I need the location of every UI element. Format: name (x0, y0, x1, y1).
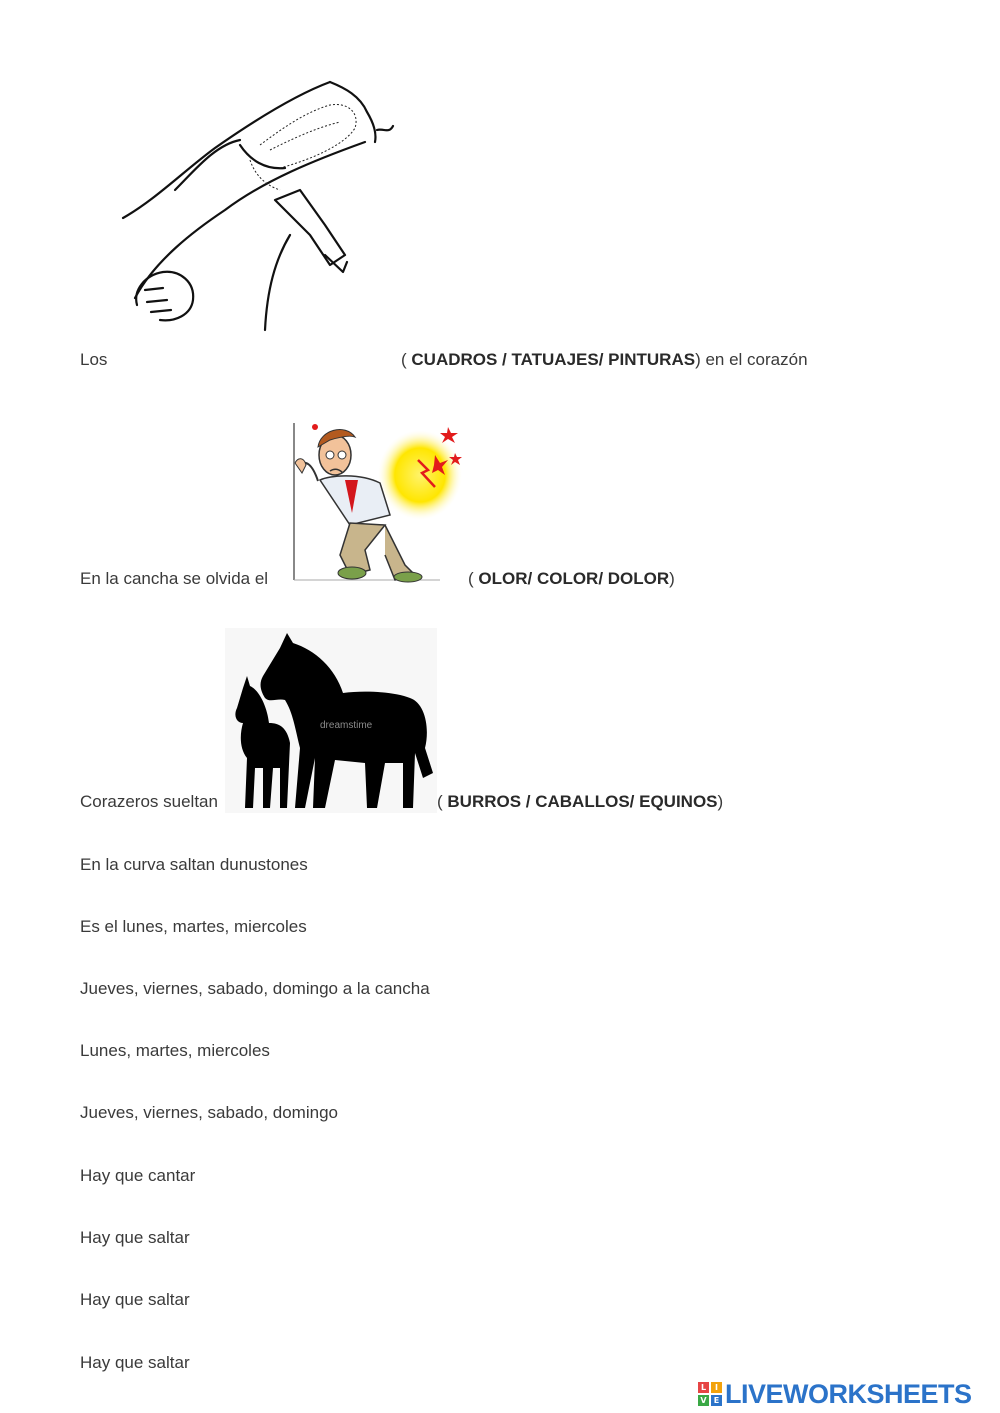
lyric-line-2: Es el lunes, martes, miercoles (80, 917, 307, 936)
row-3-options: BURROS / CABALLOS/ EQUINOS (447, 792, 718, 811)
logo-block-v: V (698, 1395, 709, 1406)
row-3-prefix: Corazeros sueltan (80, 792, 218, 811)
question-row-1 (80, 350, 107, 370)
back-pain-image (290, 415, 465, 585)
lyric-line-6: Hay que cantar (80, 1166, 196, 1185)
question-row-2-options: ( OLOR/ COLOR/ DOLOR) (468, 569, 675, 588)
question-row-1-options: ( CUADROS / TATUAJES/ PINTURAS) en el corazón (401, 350, 808, 369)
lyric-line-3: Jueves, viernes, sabado, domingo a la cancha (80, 979, 430, 998)
row-2-options: OLOR/ COLOR/ DOLOR (478, 569, 670, 588)
liveworksheets-logo (698, 1378, 972, 1410)
tattoo-arm-image (115, 50, 400, 335)
lyric-line-9: Hay que saltar (80, 1353, 190, 1372)
row-1-suffix: en el corazón (705, 350, 808, 369)
lyric-line-1: En la curva saltan dunustones (80, 855, 308, 874)
logo-text: LIVEWORKSHEETS (725, 1378, 972, 1409)
lyric-line-7: Hay que saltar (80, 1228, 190, 1247)
logo-block-e: E (711, 1395, 722, 1406)
horses-watermark: dreamstime (320, 720, 373, 731)
lyric-line-4: Lunes, martes, miercoles (80, 1041, 270, 1060)
row-1-prefix: Los (80, 350, 108, 369)
row-2-prefix: En la cancha se olvida el (80, 569, 269, 588)
question-row-3-options: ( BURROS / CABALLOS/ EQUINOS) (437, 792, 724, 811)
logo-blocks-icon (698, 1382, 722, 1406)
lyric-line-5: Jueves, viernes, sabado, domingo (80, 1103, 338, 1122)
lyric-line-8: Hay que saltar (80, 1290, 190, 1309)
horses-image (225, 628, 437, 813)
question-row-3 (80, 792, 218, 812)
logo-block-i: I (711, 1382, 722, 1393)
logo-block-l: L (698, 1382, 709, 1393)
question-row-2 (80, 569, 268, 589)
row-1-options: CUADROS / TATUAJES/ PINTURAS (411, 350, 696, 369)
